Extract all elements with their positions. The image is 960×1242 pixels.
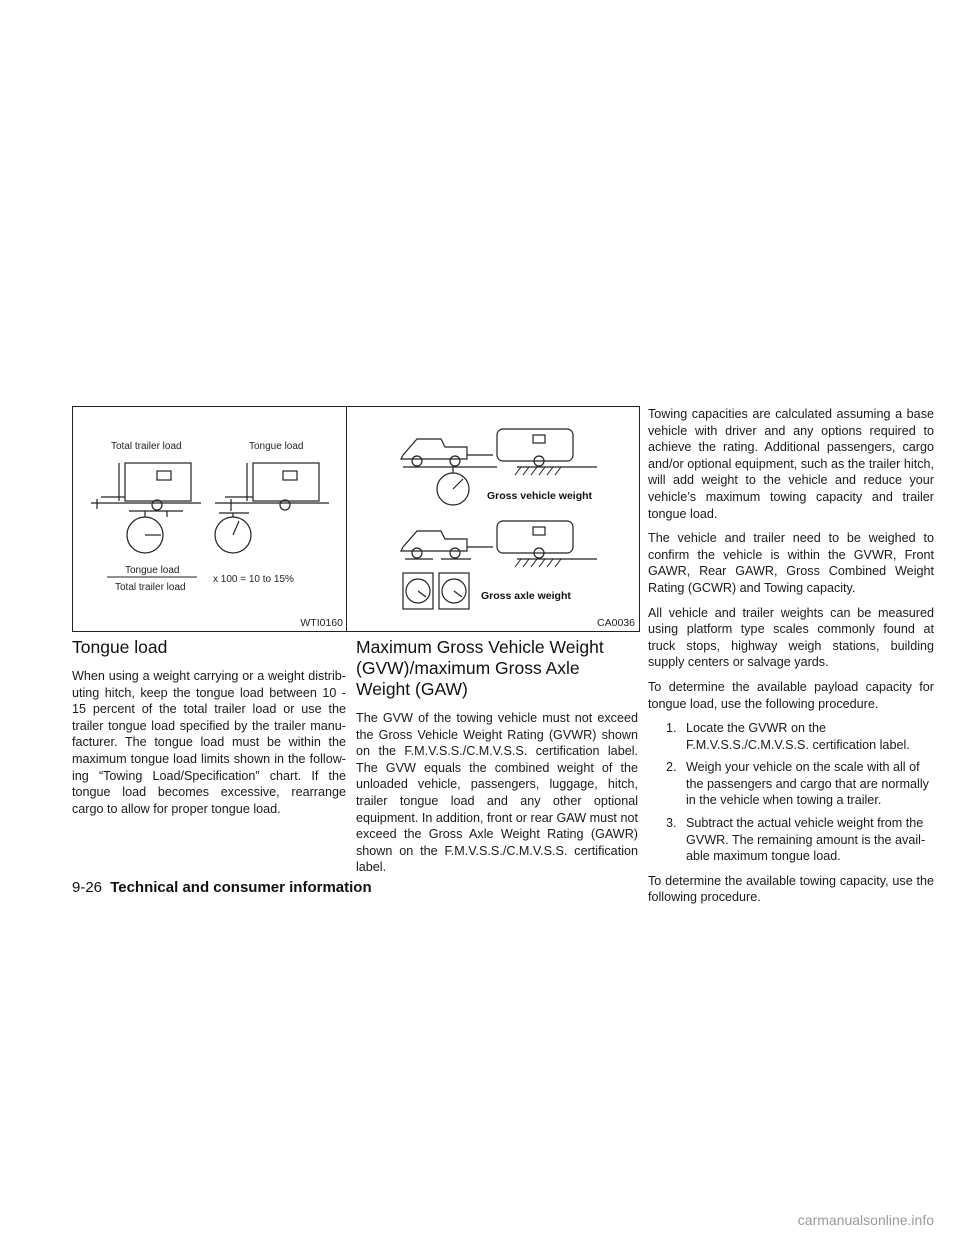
towing-paragraph-5: To determine the available towing capacity, use the following procedure. [648,873,934,905]
scale-gaw-rear-icon [439,559,471,609]
list-item: 2. Weigh your vehicle on the scale with all of the passengers and cargo that are normally in the vehicle when towing a trailer. [666,760,929,808]
section-title: Technical and consumer information [110,879,372,896]
gross-weight-figure [346,406,640,632]
truck-bottom-icon [401,531,493,558]
label-tongue-load: Tongue load [249,441,304,452]
page-footer [72,879,372,896]
list-item: 3. Subtract the actual vehicle weight from the GVWR. The remaining amount is the avail-able maximum tongue load. [666,816,926,864]
scale-gvw-icon [403,467,497,505]
trailer-left-icon [91,463,201,510]
heading-tongue-load: Tongue load [72,637,168,657]
gross-weight-paragraph: The GVW of the towing vehicle must not exceed the Gross Vehicle Weight Rating (GVWR) shown on the F.M.V.S.S./C.M.V.S.S. certification label. The GVW equals the combined weight of the unloaded vehicle, passengers, luggage, hitch, trailer tongue load and any other optional equipment. In addition, front or rear GAW must not exceed the Gross Axle Weight Rating (GAWR) shown on the F.M.V.S.S./C.M.V.S.S. certification label. [356,711,638,875]
scale-gaw-front-icon [403,559,433,609]
trailer-bottom-icon [497,521,597,559]
towing-paragraph-3: All vehicle and trailer weights can be measured using platform type scales commonly found at truck stops, highway weigh stations, building supply centers or salvage yards. [648,605,934,670]
column-towing-capacity [648,406,934,914]
ground-hatch-top-icon [515,467,561,475]
heading-gross-weight: Maximum Gross Vehicle Weight (GVW)/maximum Gross Axle Weight (GAW) [356,637,604,699]
scale-right-icon [215,513,251,553]
scale-left-icon [127,511,183,553]
tongue-load-figure [72,406,348,632]
column-tongue-load [72,637,346,825]
truck-top-icon [401,439,493,466]
gross-weight-diagram [347,407,639,631]
towing-paragraph-2: The vehicle and trailer need to be weighed to confirm the vehicle is within the GVWR, Front GAWR, Rear GAWR, Gross Combined Weight Rating (GCWR) and Towing capacity. [648,531,934,595]
label-total-trailer-load: Total trailer load [111,441,182,452]
towing-paragraph-1: Towing capacities are calculated assuming a base vehicle with driver and any options required to achieve the rating. Additional passengers, cargo and/or optional equipment, such as the trailer hitch, will add weight to the vehicle and reduce your vehicle’s maximum towing capacity and trailer tongue load. [648,407,934,521]
watermark-logo: carmanualsonline.info [797,1212,934,1228]
list-item: 1. Locate the GVWR on the F.M.V.S.S./C.M.V.S.S. certification label. [666,721,910,752]
formula-denominator: Total trailer load [115,582,186,593]
page-number: 9-26 [72,879,103,896]
trailer-right-icon [215,463,329,511]
figure-code: WTI0160 [300,617,343,629]
tongue-load-diagram [73,407,347,631]
procedure-list [648,720,934,865]
ground-hatch-bottom-icon [515,559,561,567]
tongue-load-paragraph: When using a weight carrying or a weight distrib-uting hitch, keep the tongue load between 10 - 15 percent of the total trailer load or use the trailer tongue load specified by the trailer manu-facturer. The tongue load must be within the maximum tongue load limits shown in the follow-ing “Towing Load/Specification” chart. If the tongue load becomes excessive, rearrange cargo to allow for proper tongue load. [72,669,346,816]
formula-rhs: x 100 = 10 to 15% [213,574,294,585]
trailer-top-icon [497,429,597,467]
label-gross-vehicle-weight: Gross vehicle weight [487,490,593,502]
figure-code: CA0036 [597,617,635,629]
towing-paragraph-4: To determine the available payload capacity for tongue load, use the following procedure. [648,679,934,711]
label-gross-axle-weight: Gross axle weight [481,590,571,602]
formula-numerator: Tongue load [125,565,180,576]
column-gross-weight [356,637,638,884]
